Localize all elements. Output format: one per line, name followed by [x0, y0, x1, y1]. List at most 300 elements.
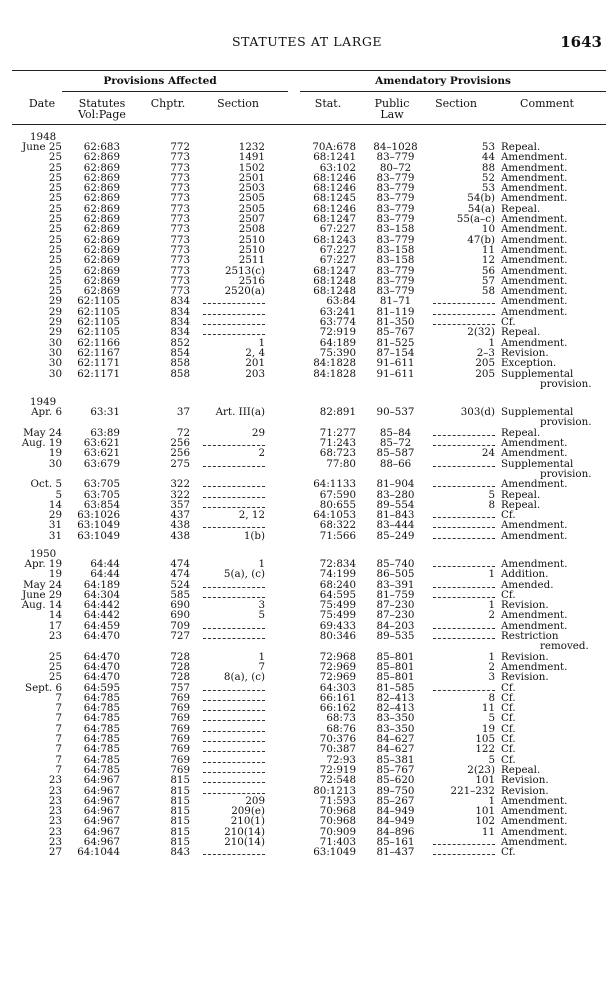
cell-statutes: 62:869 [83, 274, 120, 287]
cell-public-law: 85–767 [376, 326, 415, 339]
cell-stat: 68:73 [326, 712, 356, 725]
cell-public-law: 84–627 [376, 743, 415, 756]
cell-section: 201 [245, 357, 265, 370]
cell-chapter: 438 [170, 529, 190, 542]
cell-stat: 64:595 [319, 588, 356, 601]
cell-statutes: 64:967 [83, 784, 120, 797]
cell-date: 14 [48, 609, 62, 622]
table-row [0, 531, 614, 541]
cell-public-law: 83–779 [376, 264, 415, 277]
page-number: 1643 [560, 33, 602, 51]
col-head-chapter: Chptr. [150, 97, 186, 110]
cell-comment: Amendment. [501, 243, 568, 256]
cell-section [199, 590, 265, 600]
cell-am-section [430, 559, 495, 569]
cell-stat: 77:80 [326, 457, 356, 470]
blank-dash [203, 461, 265, 467]
cell-comment: Amendment. [501, 437, 568, 450]
blank-dash [433, 440, 495, 446]
cell-section [199, 307, 265, 317]
blank-dash [203, 757, 265, 763]
cell-public-law: 84–203 [376, 619, 415, 632]
cell-chapter: 437 [170, 509, 190, 522]
cell-comment: Supplemental [501, 406, 574, 419]
cell-date: 7 [55, 733, 62, 746]
cell-public-law: 81–904 [376, 478, 415, 491]
cell-comment: Repeal. [501, 488, 541, 501]
cell-section [199, 755, 265, 765]
cell-statutes: 62:1171 [77, 367, 120, 380]
cell-date: 23 [48, 836, 62, 848]
table-row [0, 672, 614, 682]
cell-chapter: 322 [170, 478, 190, 491]
cell-stat: 71:243 [319, 437, 356, 450]
cell-date: 30 [48, 367, 62, 380]
cell-am-section: 5 [488, 712, 495, 725]
cell-date: May 24 [23, 578, 62, 591]
cell-public-law: 84–627 [376, 733, 415, 746]
cell-public-law: 83–779 [376, 285, 415, 298]
cell-stat: 64:303 [319, 681, 356, 694]
cell-am-section: 52 [481, 171, 495, 184]
cell-date: 7 [55, 753, 62, 766]
cell-am-section [430, 590, 495, 600]
cell-date: 7 [55, 743, 62, 756]
cell-am-section [430, 621, 495, 631]
cell-comment: Amendment. [501, 825, 568, 838]
cell-date: Apr. 19 [24, 557, 62, 570]
cell-section [199, 703, 265, 713]
cell-am-section: 3 [488, 671, 495, 684]
cell-comment: Addition. [501, 568, 549, 581]
cell-statutes: 63:854 [83, 498, 120, 511]
cell-date: 25 [48, 202, 62, 215]
cell-date: 25 [48, 151, 62, 164]
cell-section: 209(e) [231, 805, 265, 818]
cell-chapter: 858 [170, 357, 190, 370]
cell-comment: Cf. [501, 743, 516, 756]
cell-stat: 67:227 [319, 243, 356, 256]
cell-stat: 71:593 [319, 794, 356, 807]
cell-stat: 63:84 [326, 295, 356, 308]
cell-public-law: 81–119 [376, 305, 415, 318]
cell-am-section: 1 [488, 794, 495, 807]
cell-chapter: 773 [170, 264, 190, 277]
blank-dash [203, 440, 265, 446]
table-row [0, 459, 614, 469]
cell-chapter: 773 [170, 202, 190, 215]
cell-date: 29 [48, 326, 62, 339]
cell-stat: 72:919 [319, 326, 356, 339]
blank-dash [203, 623, 265, 629]
cell-statutes: 64:459 [83, 619, 120, 632]
cell-am-section: 44 [481, 151, 495, 164]
blank-dash [433, 461, 495, 467]
cell-comment-continuation: provision. [540, 416, 592, 429]
cell-public-law: 82–413 [376, 691, 415, 704]
cell-chapter: 773 [170, 213, 190, 226]
cell-date: Sept. 6 [25, 681, 62, 694]
blank-dash [203, 298, 265, 304]
cell-section: Art. III(a) [215, 406, 265, 419]
cell-section: 2510 [238, 243, 265, 256]
cell-date: 23 [48, 825, 62, 838]
cell-am-section: 11 [481, 243, 495, 256]
cell-am-section [430, 837, 495, 847]
cell-chapter: 834 [170, 295, 190, 308]
cell-stat: 75:390 [319, 346, 356, 359]
blank-dash [433, 319, 495, 325]
cell-chapter: 709 [170, 619, 190, 632]
cell-public-law: 85–84 [379, 426, 412, 439]
cell-date: 23 [48, 774, 62, 787]
cell-chapter: 769 [170, 702, 190, 715]
cell-public-law: 81–585 [376, 681, 415, 694]
cell-statutes: 64:470 [83, 650, 120, 663]
cell-chapter: 757 [170, 681, 190, 694]
cell-am-section: 8 [488, 498, 495, 511]
cell-date: 7 [55, 722, 62, 735]
blank-dash [203, 319, 265, 325]
cell-public-law: 81–437 [376, 846, 415, 859]
cell-stat: 84:1828 [313, 367, 356, 380]
cell-comment: Cf. [501, 712, 516, 725]
cell-chapter: 773 [170, 254, 190, 267]
cell-comment: Amendment. [501, 836, 568, 848]
blank-dash [203, 502, 265, 508]
cell-am-section: 24 [481, 447, 495, 460]
cell-public-law: 85–587 [376, 447, 415, 460]
cell-chapter: 815 [170, 774, 190, 787]
cell-statutes: 62:869 [83, 264, 120, 277]
cell-statutes: 64:470 [83, 671, 120, 684]
cell-stat: 70:909 [319, 825, 356, 838]
cell-stat: 72:548 [319, 774, 356, 787]
cell-public-law: 83–350 [376, 712, 415, 725]
cell-comment: Amendment. [501, 447, 568, 460]
cell-stat: 68:1246 [313, 171, 356, 184]
cell-chapter: 858 [170, 367, 190, 380]
blank-dash [203, 481, 265, 487]
cell-stat: 72:93 [326, 753, 356, 766]
cell-date: May 24 [23, 426, 62, 439]
cell-stat: 70:968 [319, 815, 356, 828]
col-head-section: Section [217, 97, 259, 110]
cell-chapter: 815 [170, 825, 190, 838]
cell-date: 7 [55, 763, 62, 776]
cell-comment: Repeal. [501, 202, 541, 215]
cell-public-law: 85–801 [376, 650, 415, 663]
cell-comment: Amendment. [501, 305, 568, 318]
cell-am-section: 102 [475, 815, 495, 828]
blank-dash [433, 623, 495, 629]
cell-stat: 68:1246 [313, 182, 356, 195]
cell-comment: Repeal. [501, 326, 541, 339]
cell-date: 5 [55, 488, 62, 501]
cell-section: 2 [258, 447, 265, 460]
cell-comment: Cf. [501, 846, 516, 859]
cell-stat: 68:1247 [313, 264, 356, 277]
cell-statutes: 62:869 [83, 171, 120, 184]
blank-dash [433, 685, 495, 691]
cell-statutes: 64:189 [83, 578, 120, 591]
cell-section: 1(b) [243, 529, 265, 542]
cell-am-section: 101 [475, 805, 495, 818]
col-head-am-section: Section [435, 97, 477, 110]
cell-section: 2513(c) [224, 264, 265, 277]
blank-dash [203, 705, 265, 711]
running-head: STATUTES AT LARGE [232, 34, 383, 49]
cell-public-law: 89–554 [376, 498, 415, 511]
cell-section [199, 724, 265, 734]
cell-date: 23 [48, 784, 62, 797]
cell-am-section: 58 [481, 285, 495, 298]
cell-stat: 68:322 [319, 519, 356, 532]
cell-stat: 68:723 [319, 447, 356, 460]
cell-comment: Amendment. [501, 478, 568, 491]
cell-comment: Amendment. [501, 529, 568, 542]
cell-public-law: 83–779 [376, 171, 415, 184]
cell-chapter: 852 [170, 336, 190, 349]
col-head-statutes: Statutes [78, 97, 126, 110]
blank-dash [203, 746, 265, 752]
cell-section: 3 [258, 599, 265, 612]
cell-comment: Revision. [501, 784, 549, 797]
cell-stat: 64:189 [319, 336, 356, 349]
cell-date: 7 [55, 691, 62, 704]
cell-statutes: 62:683 [83, 141, 120, 153]
cell-public-law: 85–801 [376, 671, 415, 684]
cell-comment: Amendment. [501, 660, 568, 673]
cell-am-section [430, 307, 495, 317]
cell-statutes: 62:1105 [77, 295, 120, 308]
cell-comment: Amendment. [501, 233, 568, 246]
cell-public-law: 83–158 [376, 254, 415, 267]
cell-public-law: 85–72 [379, 437, 412, 450]
cell-statutes: 63:705 [83, 478, 120, 491]
cell-stat: 75:499 [319, 609, 356, 622]
cell-comment: Supplemental [501, 367, 574, 380]
cell-comment: Revision. [501, 774, 549, 787]
cell-comment: Cf. [501, 681, 516, 694]
cell-chapter: 773 [170, 192, 190, 205]
cell-comment: Amendment. [501, 609, 568, 622]
cell-statutes: 64:442 [83, 609, 120, 622]
cell-stat: 68:76 [326, 722, 356, 735]
cell-date: 31 [48, 519, 62, 532]
cell-comment: Restriction [501, 630, 559, 643]
cell-section [199, 693, 265, 703]
cell-date: Aug. 14 [21, 599, 62, 612]
cell-date: 25 [48, 264, 62, 277]
cell-comment: Revision. [501, 650, 549, 663]
cell-stat: 66:161 [319, 691, 356, 704]
cell-am-section: 53 [481, 141, 495, 153]
cell-public-law: 90–537 [376, 406, 415, 419]
cell-statutes: 64:967 [83, 794, 120, 807]
cell-statutes: 62:1167 [77, 346, 120, 359]
page-header [0, 34, 614, 52]
cell-am-section: 11 [481, 702, 495, 715]
cell-statutes: 64:44 [90, 557, 120, 570]
cell-chapter: 815 [170, 836, 190, 848]
cell-date: 25 [48, 171, 62, 184]
cell-section: 2520(a) [224, 285, 265, 298]
cell-date: 27 [48, 846, 62, 859]
group-amendatory-provisions: Amendatory Provisions [375, 75, 511, 87]
cell-section: 210(1) [230, 815, 265, 828]
cell-date: 29 [48, 305, 62, 318]
cell-am-section: 5 [488, 753, 495, 766]
cell-chapter: 834 [170, 316, 190, 329]
cell-statutes: 62:1166 [77, 336, 120, 349]
cell-statutes: 64:785 [83, 702, 120, 715]
cell-public-law: 85–267 [376, 794, 415, 807]
table-row [0, 407, 614, 417]
cell-date: 25 [48, 192, 62, 205]
cell-comment: Revision. [501, 599, 549, 612]
cell-statutes: 64:785 [83, 743, 120, 756]
cell-chapter: 256 [170, 447, 190, 460]
cell-stat: 66:162 [319, 702, 356, 715]
cell-stat: 68:1245 [313, 192, 356, 205]
cell-stat: 64:1053 [313, 509, 356, 522]
cell-comment-continuation: provision. [540, 377, 592, 390]
cell-public-law: 84–949 [376, 805, 415, 818]
cell-am-section: 221–232 [450, 784, 495, 797]
cell-comment: Amendment. [501, 192, 568, 205]
cell-statutes: 64:785 [83, 712, 120, 725]
cell-date: 25 [48, 660, 62, 673]
blank-dash [433, 481, 495, 487]
cell-am-section [430, 459, 495, 469]
cell-stat: 63:241 [319, 305, 356, 318]
col-head-public: Public [374, 97, 410, 110]
cell-statutes: 64:470 [83, 660, 120, 673]
cell-public-law: 85–381 [376, 753, 415, 766]
cell-comment: Supplemental [501, 457, 574, 470]
cell-public-law: 89–535 [376, 630, 415, 643]
blank-dash [203, 582, 265, 588]
cell-statutes: 64:785 [83, 691, 120, 704]
table-row [0, 358, 614, 368]
cell-public-law: 83–158 [376, 243, 415, 256]
cell-section [199, 847, 265, 857]
cell-statutes: 63:1049 [77, 519, 120, 532]
cell-public-law: 87–154 [376, 346, 415, 359]
cell-public-law: 83–779 [376, 182, 415, 195]
cell-statutes: 63:1026 [77, 509, 120, 522]
cell-statutes: 63:621 [83, 437, 120, 450]
cell-comment: Cf. [501, 316, 516, 329]
cell-stat: 68:240 [319, 578, 356, 591]
table-body [0, 130, 614, 858]
cell-chapter: 322 [170, 488, 190, 501]
cell-public-law: 83–444 [376, 519, 415, 532]
cell-date: 23 [48, 630, 62, 643]
cell-public-law: 83–350 [376, 722, 415, 735]
cell-comment-continuation: removed. [540, 640, 589, 653]
cell-statutes: 64:44 [90, 568, 120, 581]
cell-comment: Cf. [501, 509, 516, 522]
blank-dash [203, 726, 265, 732]
cell-am-section: 2–3 [476, 346, 495, 359]
group-underline-amendatory [300, 91, 606, 92]
cell-public-law: 84–949 [376, 815, 415, 828]
blank-dash [433, 849, 495, 855]
cell-date: 25 [48, 243, 62, 256]
cell-section: 2, 4 [245, 346, 265, 359]
cell-section [199, 479, 265, 489]
cell-public-law: 81–71 [379, 295, 412, 308]
cell-date: 19 [48, 447, 62, 460]
cell-public-law: 82–413 [376, 702, 415, 715]
col-head-date: Date [28, 97, 56, 110]
cell-am-section [430, 631, 495, 641]
cell-date: June 25 [22, 141, 62, 153]
cell-section: 2507 [238, 213, 265, 226]
cell-stat: 68:1248 [313, 274, 356, 287]
cell-stat: 67:227 [319, 254, 356, 267]
cell-stat: 80:655 [319, 498, 356, 511]
cell-stat: 68:1247 [313, 213, 356, 226]
year-label: 1948 [30, 130, 57, 143]
cell-section [199, 296, 265, 306]
cell-am-section: 1 [488, 599, 495, 612]
cell-comment: Amendment. [501, 519, 568, 532]
cell-chapter: 728 [170, 660, 190, 673]
blank-dash [203, 329, 265, 335]
cell-section: 2508 [238, 223, 265, 236]
cell-date: 31 [48, 529, 62, 542]
cell-statutes: 63:621 [83, 447, 120, 460]
cell-chapter: 815 [170, 815, 190, 828]
cell-statutes: 62:869 [83, 285, 120, 298]
cell-chapter: 585 [170, 588, 190, 601]
cell-chapter: 815 [170, 784, 190, 797]
cell-am-section: 5 [488, 488, 495, 501]
cell-public-law: 85–801 [376, 660, 415, 673]
cell-statutes: 62:1171 [77, 357, 120, 370]
blank-dash [203, 592, 265, 598]
cell-am-section [430, 683, 495, 693]
col-head-volpage: Vol:Page [78, 108, 126, 121]
cell-stat: 71:277 [319, 426, 356, 439]
cell-comment: Amendment. [501, 336, 568, 349]
cell-am-section: 2 [488, 609, 495, 622]
cell-public-law: 81–350 [376, 316, 415, 329]
cell-date: 25 [48, 213, 62, 226]
cell-comment: Cf. [501, 588, 516, 601]
cell-am-section: 11 [481, 825, 495, 838]
cell-date: 25 [48, 254, 62, 267]
cell-statutes: 62:1105 [77, 326, 120, 339]
cell-am-section: 12 [481, 254, 495, 267]
col-head-law: Law [380, 108, 404, 121]
cell-section: 1502 [238, 161, 265, 174]
blank-dash [433, 309, 495, 315]
cell-stat: 68:1241 [313, 151, 356, 164]
cell-am-section: 105 [475, 733, 495, 746]
cell-public-law: 83–779 [376, 151, 415, 164]
cell-chapter: 524 [170, 578, 190, 591]
cell-section [199, 683, 265, 693]
cell-date: 7 [55, 702, 62, 715]
cell-stat: 71:566 [319, 529, 356, 542]
cell-section: 1491 [238, 151, 265, 164]
cell-am-section [430, 847, 495, 857]
cell-stat: 67:590 [319, 488, 356, 501]
